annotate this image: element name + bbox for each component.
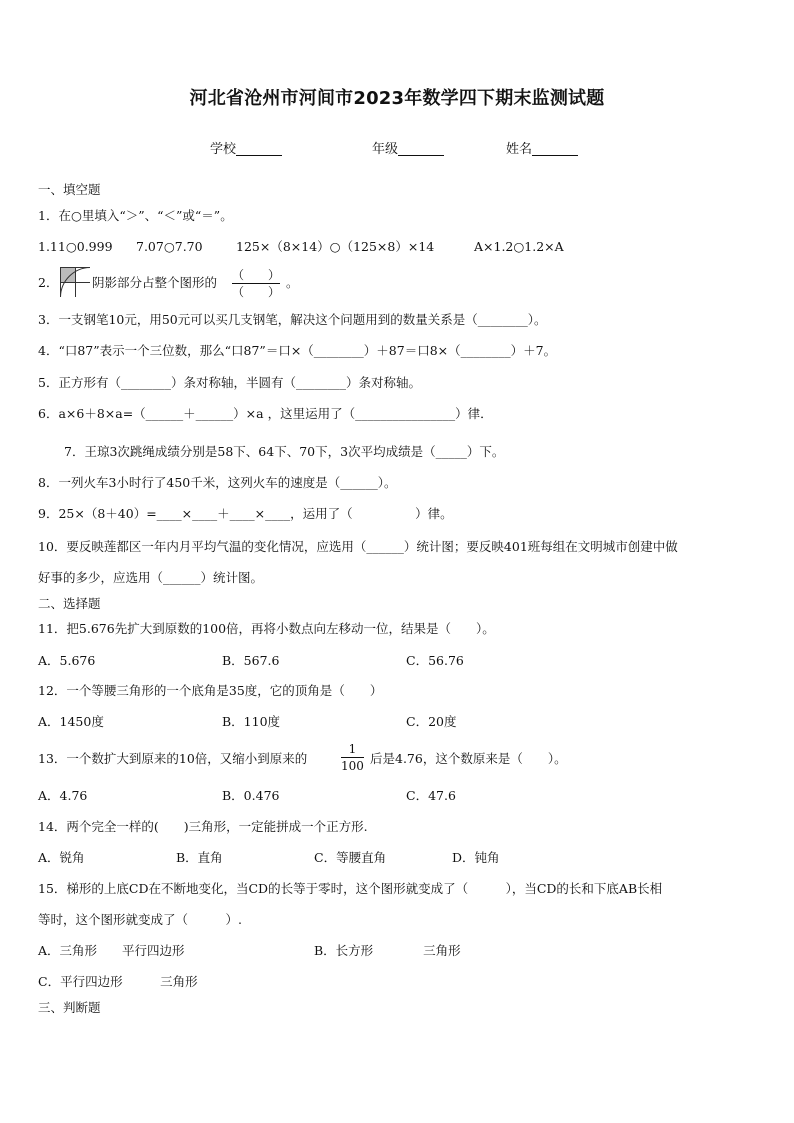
question-11: 11．把5.676先扩大到原数的100倍，再将小数点向左移动一位，结果是（ ）。 [38,621,495,636]
question-3: 3．一支钢笔10元，用50元可以买几支钢笔，解决这个问题用到的数量关系是（________）。 [38,312,547,327]
school-blank[interactable] [236,143,282,156]
q11-option-c[interactable]: C．56.76 [406,653,464,668]
question-2-number: 2． [38,275,59,290]
q2-end: 。 [286,275,299,290]
name-label: 姓名 [506,142,533,157]
q1-item-2: 7.07○7.70 [136,239,203,254]
q12-option-c[interactable]: C．20度 [406,714,457,729]
grade-label: 年级 [372,142,399,157]
question-1: 1．在○里填入“＞”、“＜”或“＝”。 [38,208,233,223]
question-14: 14．两个完全一样的( )三角形，一定能拼成一个正方形. [38,819,368,834]
q14-option-c[interactable]: C．等腰直角 [314,850,387,865]
q13-fraction-numerator: 1 [348,742,357,756]
question-15-line-1: 15．梯形的上底CD在不断地变化，当CD的长等于零时，这个图形就变成了（ ），当CD的长和下底AB长相 [38,881,663,896]
q2-fraction-numerator[interactable]: （ ） [232,268,281,282]
q14-option-b[interactable]: B．直角 [176,850,223,865]
question-12: 12．一个等腰三角形的一个底角是35度，它的顶角是（ ） [38,683,383,698]
q2-fraction [232,268,280,299]
q14-option-d[interactable]: D．钝角 [452,850,500,865]
q11-option-a[interactable]: A．5.676 [38,653,96,668]
question-8: 8．一列火车3小时行了450千米，这列火车的速度是（______）。 [38,475,397,490]
name-field [506,143,578,156]
question-5: 5．正方形有（________）条对称轴，半圆有（________）条对称轴。 [38,375,421,390]
q1-item-4: A×1.2○1.2×A [474,239,564,254]
q13-option-c[interactable]: C．47.6 [406,788,456,803]
question-6: 6．a×6＋8×a=（______＋______）×a ，这里运用了（________________）律． [38,406,493,421]
fraction-bar [341,757,364,758]
page-title: 河北省沧州市河间市2023年数学四下期末监测试题 [189,88,605,109]
question-2-text: 阴影部分占整个图形的 [92,275,218,290]
question-10-line-1: 10．要反映莲都区一年内月平均气温的变化情况，应选用（______）统计图；要反映401班每组在文明城市创建中做 [38,539,678,554]
section-heading-choice: 二、选择题 [38,596,101,611]
q13-fraction-denominator: 100 [341,759,364,773]
q1-item-3: 125×（8×14）○（125×8）×14 [236,239,435,254]
q13-fraction [341,742,364,773]
q12-option-b[interactable]: B．110度 [222,714,281,729]
grade-field [372,143,444,156]
school-field [210,143,282,156]
question-13-before: 13．一个数扩大到原来的10倍，又缩小到原来的 [38,751,308,766]
q11-option-b[interactable]: B．567.6 [222,653,280,668]
question-4: 4．“口87”表示一个三位数，那么“口87”＝口×（________）＋87＝口8×（________）＋7。 [38,343,557,358]
question-9: 9．25×（8＋40）=____×____＋____×____，运用了（ ）律。 [38,506,453,521]
question-10-line-2: 好事的多少，应选用（______）统计图。 [38,570,264,585]
q2-fraction-denominator[interactable]: （ ） [232,285,281,299]
grade-blank[interactable] [398,143,444,156]
section-heading-fill: 一、填空题 [38,182,101,197]
q1-item-1: 1.11○0.999 [38,239,113,254]
school-label: 学校 [210,142,237,157]
question-13-after: 后是4.76，这个数原来是（ ）。 [370,751,567,766]
question-15-line-2: 等时，这个图形就变成了（ ）. [38,912,242,927]
question-7: 7．王琼3次跳绳成绩分别是58下、64下、70下，3次平均成绩是（_____）下。 [64,444,505,459]
q13-option-b[interactable]: B．0.476 [222,788,280,803]
fraction-bar [232,283,280,284]
shaded-square-figure [60,267,90,297]
q15-option-b[interactable]: B．长方形 三角形 [314,943,461,958]
q15-option-a[interactable]: A．三角形 平行四边形 [38,943,185,958]
q15-option-c[interactable]: C．平行四边形 三角形 [38,974,198,989]
q14-option-a[interactable]: A．锐角 [38,850,85,865]
name-blank[interactable] [532,143,578,156]
q12-option-a[interactable]: A．1450度 [38,714,104,729]
section-heading-judge: 三、判断题 [38,1000,101,1015]
q13-option-a[interactable]: A．4.76 [38,788,88,803]
